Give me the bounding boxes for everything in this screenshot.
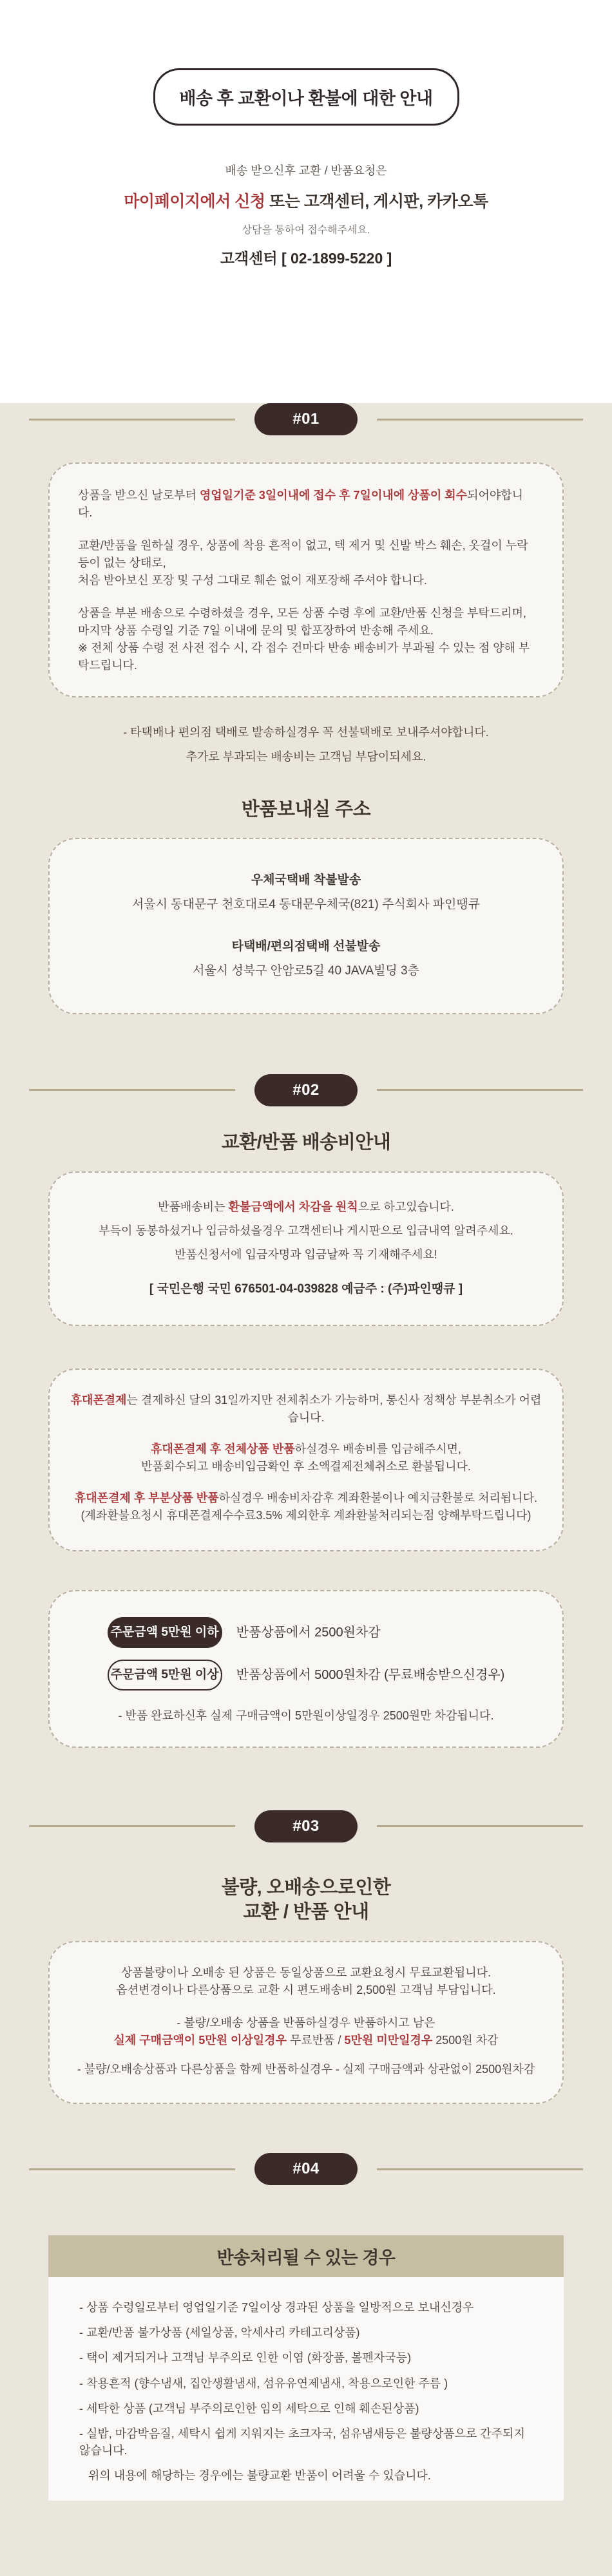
address-method-2: 타택배/편의점택배 선불발송 [231, 939, 381, 953]
section-02-badge: #02 [254, 1074, 358, 1106]
policy-line-2: 교환/반품을 원하실 경우, 상품에 착용 흔적이 없고, 텍 제거 및 신발 박스 훼손, 옷걸이 누락 등이 없는 상태로, [78, 539, 528, 569]
shipping-note-1: - 타택배나 편의점 택배로 발송하실경우 꼭 선불택배로 보내주셔야합니다. [123, 726, 489, 739]
mobile-line-2-highlight: 휴대폰결제 후 전체상품 반품 [150, 1442, 295, 1455]
rejection-item: - 세탁한 상품 (고객님 부주의로인한 임의 세탁으로 인해 훼손된상품) [79, 2401, 419, 2415]
refund-line-2: 부득이 동봉하셨거나 입금하셨을경우 고객센터나 게시판으로 입금내역 알려주세요. [99, 1224, 513, 1238]
mobile-line-1-rest: 는 결제하신 달의 31일까지만 전체취소가 가능하며, 통신사 정책상 부분취소가 어렵습니다. [126, 1393, 542, 1424]
refund-line-1 [69, 1198, 543, 1216]
mobile-line-5: (계좌환불요청시 휴대폰결제수수료3.5% 제외한후 계좌환불처리되는점 양해부탁드립니다) [81, 1508, 531, 1522]
shipping-note-2: 추가로 부과되는 배송비는 고객님 부담이되세요. [186, 750, 426, 763]
mobile-payment-box [48, 1368, 564, 1551]
shipping-fee-heading: 교환/반품 배송비안내 [221, 1132, 391, 1153]
order-over-50k-pill: 주문금액 5만원 이상 [108, 1660, 222, 1690]
policy-line-5: 마지막 상품 수령일 기준 7일 이내에 문의 및 합포장하여 반송해 주세요. [78, 624, 434, 637]
hero-section [0, 68, 612, 419]
intro-line-1: 배송 받으신후 교환 / 반품요청은 [225, 164, 387, 177]
mobile-line-2-rest: 하실경우 배송비를 입금해주시면, [294, 1442, 462, 1455]
defect-heading [0, 1876, 612, 1924]
defect-line-1: 상품불량이나 오배송 된 상품은 동일상품으로 교환요청시 무료교환됩니다. [120, 1966, 492, 1980]
address-line-1: 서울시 동대문구 천호대로4 동대문우체국(821) 주식회사 파인땡큐 [131, 898, 481, 912]
defect-line-5: - 불량/오배송상품과 다른상품을 함께 반품하실경우 - 실제 구매금액과 상관없이 2500원차감 [77, 2063, 535, 2076]
section-03-badge: #03 [254, 1810, 358, 1842]
mobile-line-4 [69, 1490, 543, 1507]
defect-line-3: - 불량/오배송 상품을 반품하실경우 반품하시고 남은 [177, 2016, 435, 2030]
defect-line-4 [69, 2032, 543, 2049]
rejection-card-body [48, 2277, 564, 2501]
defect-line-2: 옵션변경이나 다른상품으로 교환 시 편도배송비 2,500원 고객님 부담입니다. [116, 1984, 496, 1997]
policy-line-1-highlight: 영업일기준 3일이내에 접수 후 7일이내에 상품이 회수 [199, 489, 468, 502]
rejection-footer: 위의 내용에 해당하는 경우에는 불량교환 반품이 어려울 수 있습니다. [88, 2468, 431, 2482]
mobile-line-1 [69, 1392, 543, 1426]
address-method-1: 우체국택배 착불발송 [251, 873, 361, 887]
refund-line-1-highlight: 환불금액에서 차감을 원칙 [228, 1200, 358, 1214]
rejection-item: - 교환/반품 불가상품 (세일상품, 악세사리 카테고리상품) [79, 2326, 360, 2340]
defect-line-4-post: 2500원 차감 [432, 2034, 499, 2047]
return-address-box [48, 838, 564, 1014]
divider-line-left [29, 419, 235, 421]
divider-line-right [377, 1825, 583, 1827]
order-over-50k-text: 반품상품에서 5000원차감 (무료배송받으신경우) [236, 1667, 505, 1682]
rejection-item: - 택이 제거되거나 고객님 부주의로 인한 이염 (화장품, 볼펜자국등) [79, 2351, 412, 2365]
divider-line-left [29, 2168, 235, 2170]
rejection-item: - 실밥, 마감박음질, 세탁시 쉽게 지워지는 초크자국, 섬유냄새등은 불량상품으로 간주되지않습니다. [79, 2427, 525, 2457]
intro-line-3: 상담을 통하여 접수해주세요. [242, 225, 370, 236]
intro-line-2-highlight: 마이페이지에서 신청 [124, 193, 265, 211]
defect-line-4-highlight-2: 5만원 미만일경우 [344, 2034, 433, 2047]
content-band [0, 403, 612, 2576]
return-rejection-card [48, 2235, 564, 2501]
rejection-item: - 상품 수령일로부터 영업일기준 7일이상 경과된 상품을 일방적으로 보내신경우 [79, 2301, 474, 2315]
section-04-badge: #04 [254, 2153, 358, 2185]
policy-line-3: 처음 받아보신 포장 및 구성 그대로 훼손 없이 재포장해 주셔야 합니다. [78, 574, 427, 587]
policy-line-1-pre: 상품을 받으신 날로부터 [78, 489, 200, 502]
mobile-line-4-rest: 하실경우 배송비차감후 계좌환불이나 예치금환불로 처리됩니다. [218, 1491, 538, 1504]
divider-line-left [29, 1089, 235, 1091]
defect-line-4-highlight-1: 실제 구매금액이 5만원 이상일경우 [113, 2034, 287, 2047]
defect-line-4-mid: 무료반품 / [286, 2034, 345, 2047]
address-line-2: 서울시 성북구 안암로5길 40 JAVA빌딩 3층 [193, 964, 419, 978]
mobile-line-4-highlight: 휴대폰결제 후 부분상품 반품 [74, 1491, 219, 1504]
rejection-item: - 착용흔적 (향수냄새, 집안생활냄새, 섬유유연제냄새, 착용으로인한 주름 ) [79, 2376, 448, 2390]
deduction-note: - 반품 완료하신후 실제 구매금액이 5만원이상일경우 2500원만 차감됩니다. [118, 1709, 494, 1722]
mobile-line-3: 반품회수되고 배송비입금확인 후 소액결제전체취소로 환불됩니다. [141, 1459, 471, 1473]
policy-line-1 [78, 487, 534, 522]
refund-line-1-post: 으로 하고있습니다. [358, 1200, 454, 1214]
divider-line-right [377, 1089, 583, 1091]
page-title: 배송 후 교환이나 환불에 대한 안내 [153, 68, 459, 126]
defect-heading-line-1: 불량, 오배송으로인한 [221, 1877, 391, 1898]
mobile-line-1-highlight: 휴대폰결제 [70, 1393, 127, 1406]
intro-line-2 [0, 189, 612, 212]
refund-line-1-pre: 반품배송비는 [158, 1200, 229, 1214]
section-02-divider [0, 1074, 612, 1106]
deduction-amount-box [48, 1590, 564, 1748]
divider-line-left [29, 1825, 235, 1827]
order-under-50k-pill: 주문금액 5만원 이하 [108, 1617, 222, 1648]
shipping-notes [0, 723, 612, 764]
order-under-50k-text: 반품상품에서 2500원차감 [236, 1625, 381, 1640]
return-exchange-guide-page [0, 68, 612, 2482]
return-policy-box [48, 462, 564, 697]
section-04-divider [0, 2153, 612, 2185]
section-01-badge: #01 [254, 403, 358, 435]
policy-line-1-post: 되어야합니다. [78, 489, 524, 519]
section-01-divider [0, 403, 612, 435]
divider-line-right [377, 419, 583, 421]
defect-heading-line-2: 교환 / 반품 안내 [243, 1901, 369, 1922]
rejection-card-header: 반송처리될 수 있는 경우 [48, 2235, 564, 2277]
bank-account-info: [ 국민은행 국민 676501-04-039828 예금주 : (주)파인땡큐 ] [149, 1282, 463, 1296]
return-address-heading: 반품보내실 주소 [241, 799, 371, 820]
refund-deduction-box [48, 1171, 564, 1326]
intro-block [0, 162, 612, 268]
section-03-divider [0, 1810, 612, 1842]
policy-line-4: 상품을 부분 배송으로 수령하셨을 경우, 모든 상품 수령 후에 교환/반품 신청을 부탁드리며, [78, 607, 526, 620]
refund-line-3: 반품신청서에 입금자명과 입금날짜 꼭 기재해주세요! [175, 1248, 437, 1262]
mobile-line-2 [69, 1441, 543, 1458]
customer-center-phone: 고객센터 [ 02-1899-5220 ] [220, 250, 392, 267]
defect-policy-box [48, 1941, 564, 2104]
divider-line-right [377, 2168, 583, 2170]
policy-line-6: ※ 전체 상품 수령 전 사전 접수 시, 각 접수 건마다 반송 배송비가 부과될 수 있는 점 양해 부탁드립니다. [78, 641, 530, 672]
deduction-table [108, 1617, 505, 1690]
intro-line-2-rest: 또는 고객센터, 게시판, 카카오톡 [265, 193, 488, 211]
